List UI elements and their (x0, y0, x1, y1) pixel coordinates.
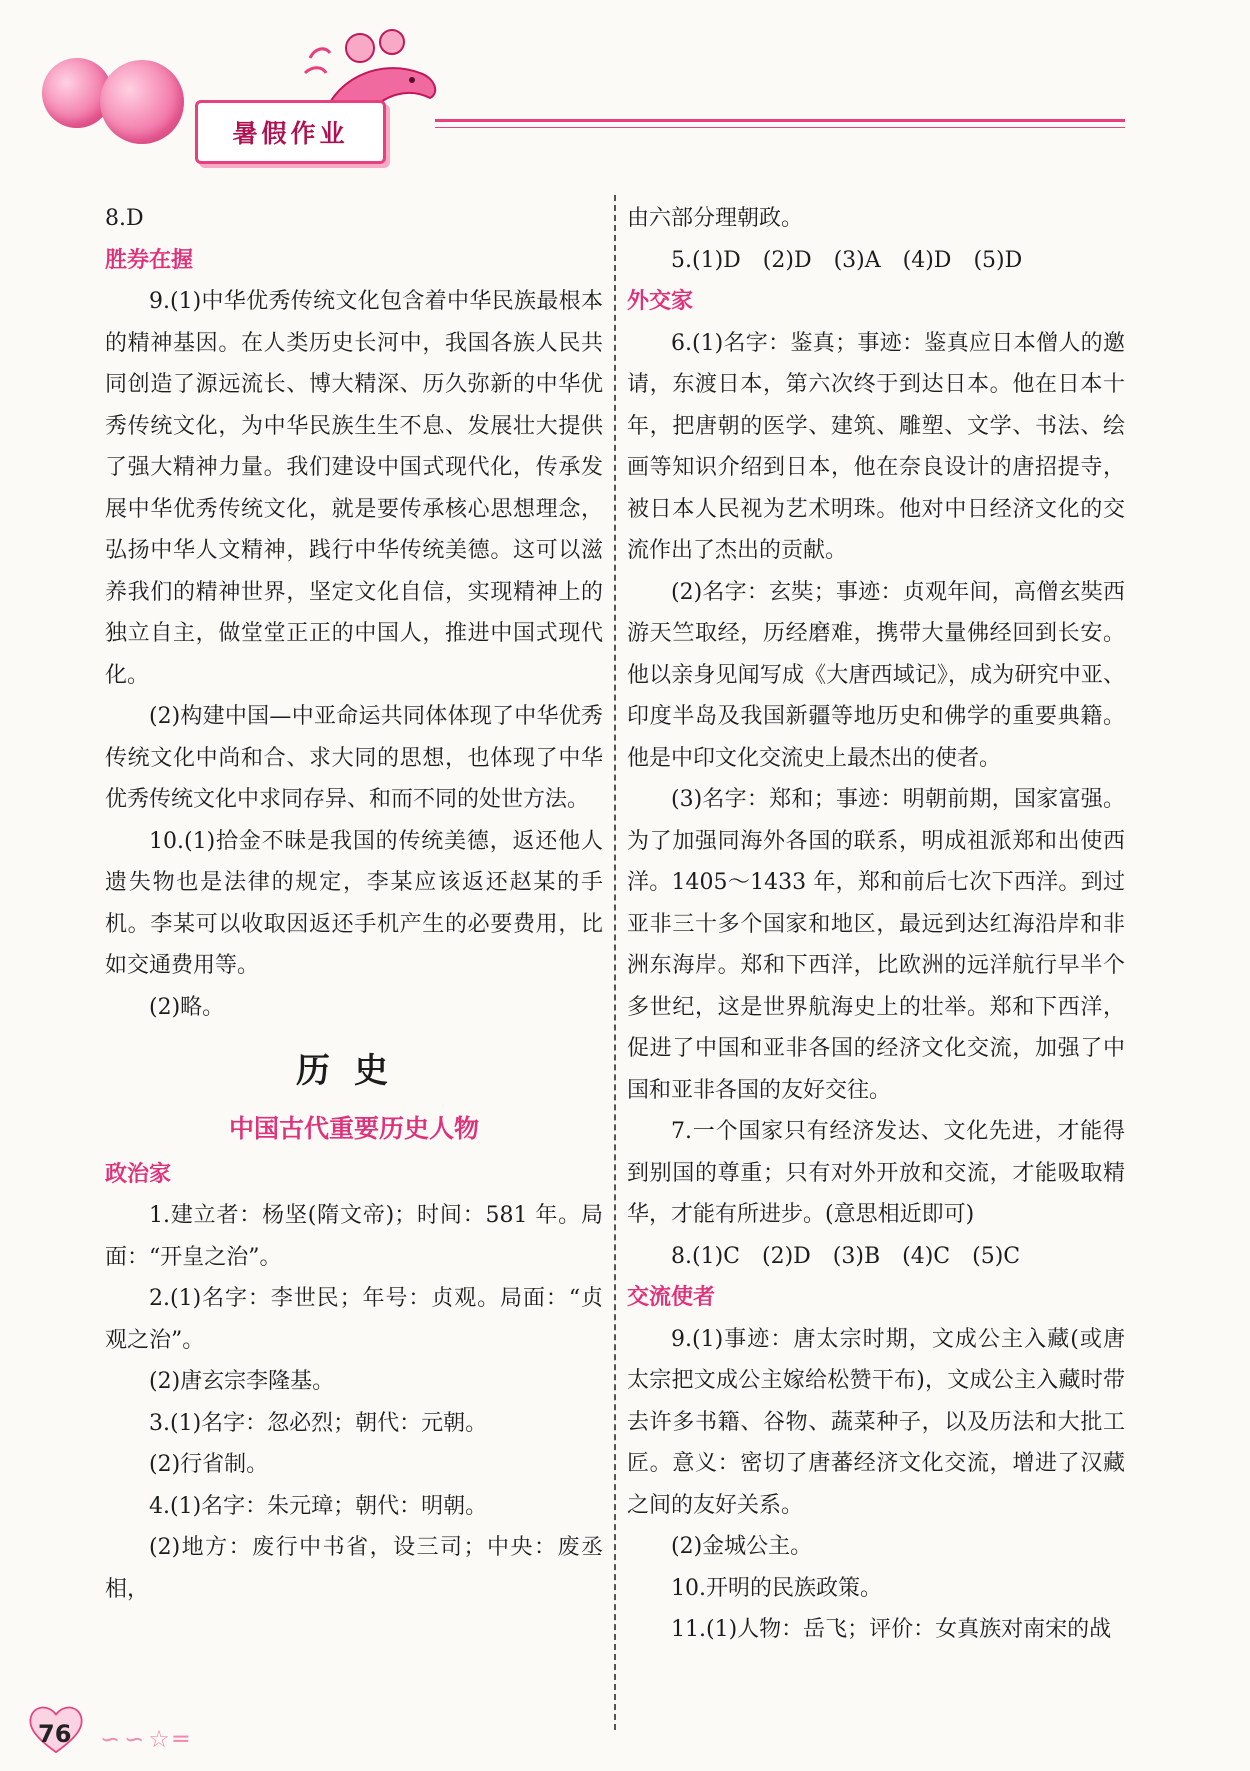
answer-paragraph: 6.(1)名字：鉴真；事迹：鉴真应日本僧人的邀请，东渡日本，第六次终于到达日本。他在日本十年，把唐朝的医学、建筑、雕塑、文学、书法、绘画等知识介绍到日本，他在奈良设计的唐招提寺，被日本人民视为艺术明珠。他对中日经济文化的交流作出了杰出的贡献。 (627, 330, 1125, 563)
header-title: 暑假作业 (232, 119, 349, 148)
answer-paragraph: (2)金城公主。 (671, 1534, 813, 1559)
section-heading: 胜券在握 (105, 247, 194, 273)
answer-paragraph: (2)唐玄宗李隆基。 (149, 1369, 335, 1394)
left-column (105, 198, 603, 1610)
answer-paragraph: 5.(1)D (2)D (3)A (4)D (5)D (671, 247, 1023, 273)
answer-paragraph: (2)略。 (149, 994, 225, 1020)
answer-paragraph: 10.开明的民族政策。 (671, 1575, 882, 1601)
answer-paragraph: (2)名字：玄奘；事迹：贞观年间，高僧玄奘西游天竺取经，历经磨难，携带大量佛经回到长安。他以亲身见闻写成《大唐西域记》，成为研究中亚、印度半岛及我国新疆等地历史和佛学的重要典籍。他是中印文化交流史上最杰出的使者。 (627, 579, 1125, 771)
section-heading: 政治家 (105, 1161, 172, 1187)
answer-paragraph: 8.(1)C (2)D (3)B (4)C (5)C (671, 1243, 1021, 1269)
right-column (627, 198, 1125, 1651)
section-heading: 交流使者 (627, 1285, 716, 1310)
answer-paragraph: 9.(1)中华优秀传统文化包含着中华民族最根本的精神基因。在人类历史长河中，我国各族人民共同创造了源远流长、博大精深、历久弥新的中华优秀传统文化，为中华民族生生不息、发展壮大提供了强大精神力量。我们建设中国式现代化，传承发展中华优秀传统文化，就是要传承核心思想理念，弘扬中华人文精神，践行中华传统美德。这可以滋养我们的精神世界，坚定文化自信，实现精神上的独立自主，做堂堂正正的中国人，推进中国式现代化。 (105, 289, 603, 688)
header-rule-thin (435, 127, 1125, 128)
subject-title: 历史 (296, 1051, 412, 1091)
answer-paragraph: (2)行省制。 (149, 1452, 269, 1477)
mascot-right-icon (100, 60, 184, 144)
page-number: 76 (38, 1720, 72, 1748)
answer-paragraph: (2)地方：废行中书省，设三司；中央：废丞相， (105, 1535, 603, 1602)
answer-paragraph: 3.(1)名字：忽必烈；朝代：元朝。 (149, 1410, 488, 1436)
answer-paragraph: 4.(1)名字：朱元璋；朝代：明朝。 (149, 1493, 488, 1519)
footer-swirl-icon: ∽∽☆═ (100, 1725, 193, 1753)
answer-paragraph: (2)构建中国—中亚命运共同体体现了中华优秀传统文化中尚和合、求大同的思想，也体现了中华优秀传统文化中求同存异、和而不同的处世方法。 (105, 704, 603, 812)
answer-paragraph: (3)名字：郑和；事迹：明朝前期，国家富强。为了加强同海外各国的联系，明成祖派郑和出使西洋。1405～1433 年，郑和前后七次下西洋。到过亚非三十多个国家和地区，最远到达红海沿岸和非洲东海岸。郑和下西洋，比欧洲的远洋航行早半个多世纪，这是世界航海史上的壮举。郑和下西洋，促进了中国和亚非各国的经济文化交流，加强了中国和亚非各国的友好交往。 (627, 787, 1125, 1103)
page-header (0, 0, 1250, 190)
answer-paragraph: 2.(1)名字：李世民；年号：贞观。局面：“贞观之治”。 (105, 1286, 603, 1353)
section-heading: 外交家 (627, 289, 694, 314)
answer-paragraph: 10.(1)拾金不昧是我国的传统美德，返还他人遗失物也是法律的规定，李某应该返还赵某的手机。李某可以收取因返还手机产生的必要费用，比如交通费用等。 (105, 828, 603, 978)
answer-paragraph: 7.一个国家只有经济发达、文化先进，才能得到别国的尊重；只有对外开放和交流，才能吸取精华，才能有所进步。(意思相近即可) (627, 1119, 1125, 1227)
header-rule (435, 119, 1125, 122)
answer-line: 由六部分理朝政。 (627, 206, 804, 231)
answer-paragraph: 1.建立者：杨坚(隋文帝)；时间：581 年。局面：“开皇之治”。 (105, 1203, 603, 1270)
answer-paragraph: 11.(1)人物：岳飞；评价：女真族对南宋的战 (671, 1617, 1112, 1642)
answer-paragraph: 9.(1)事迹：唐太宗时期，文成公主入藏(或唐太宗把文成公主嫁给松赞干布)，文成公主入藏时带去许多书籍、谷物、蔬菜种子，以及历法和大批工匠。意义：密切了唐蕃经济文化交流，增进了汉藏之间的友好关系。 (627, 1326, 1125, 1518)
answer-line: 8.D (105, 206, 144, 231)
column-divider (614, 195, 616, 1730)
unit-title: 中国古代重要历史人物 (228, 1114, 479, 1143)
header-title-box (195, 100, 386, 164)
